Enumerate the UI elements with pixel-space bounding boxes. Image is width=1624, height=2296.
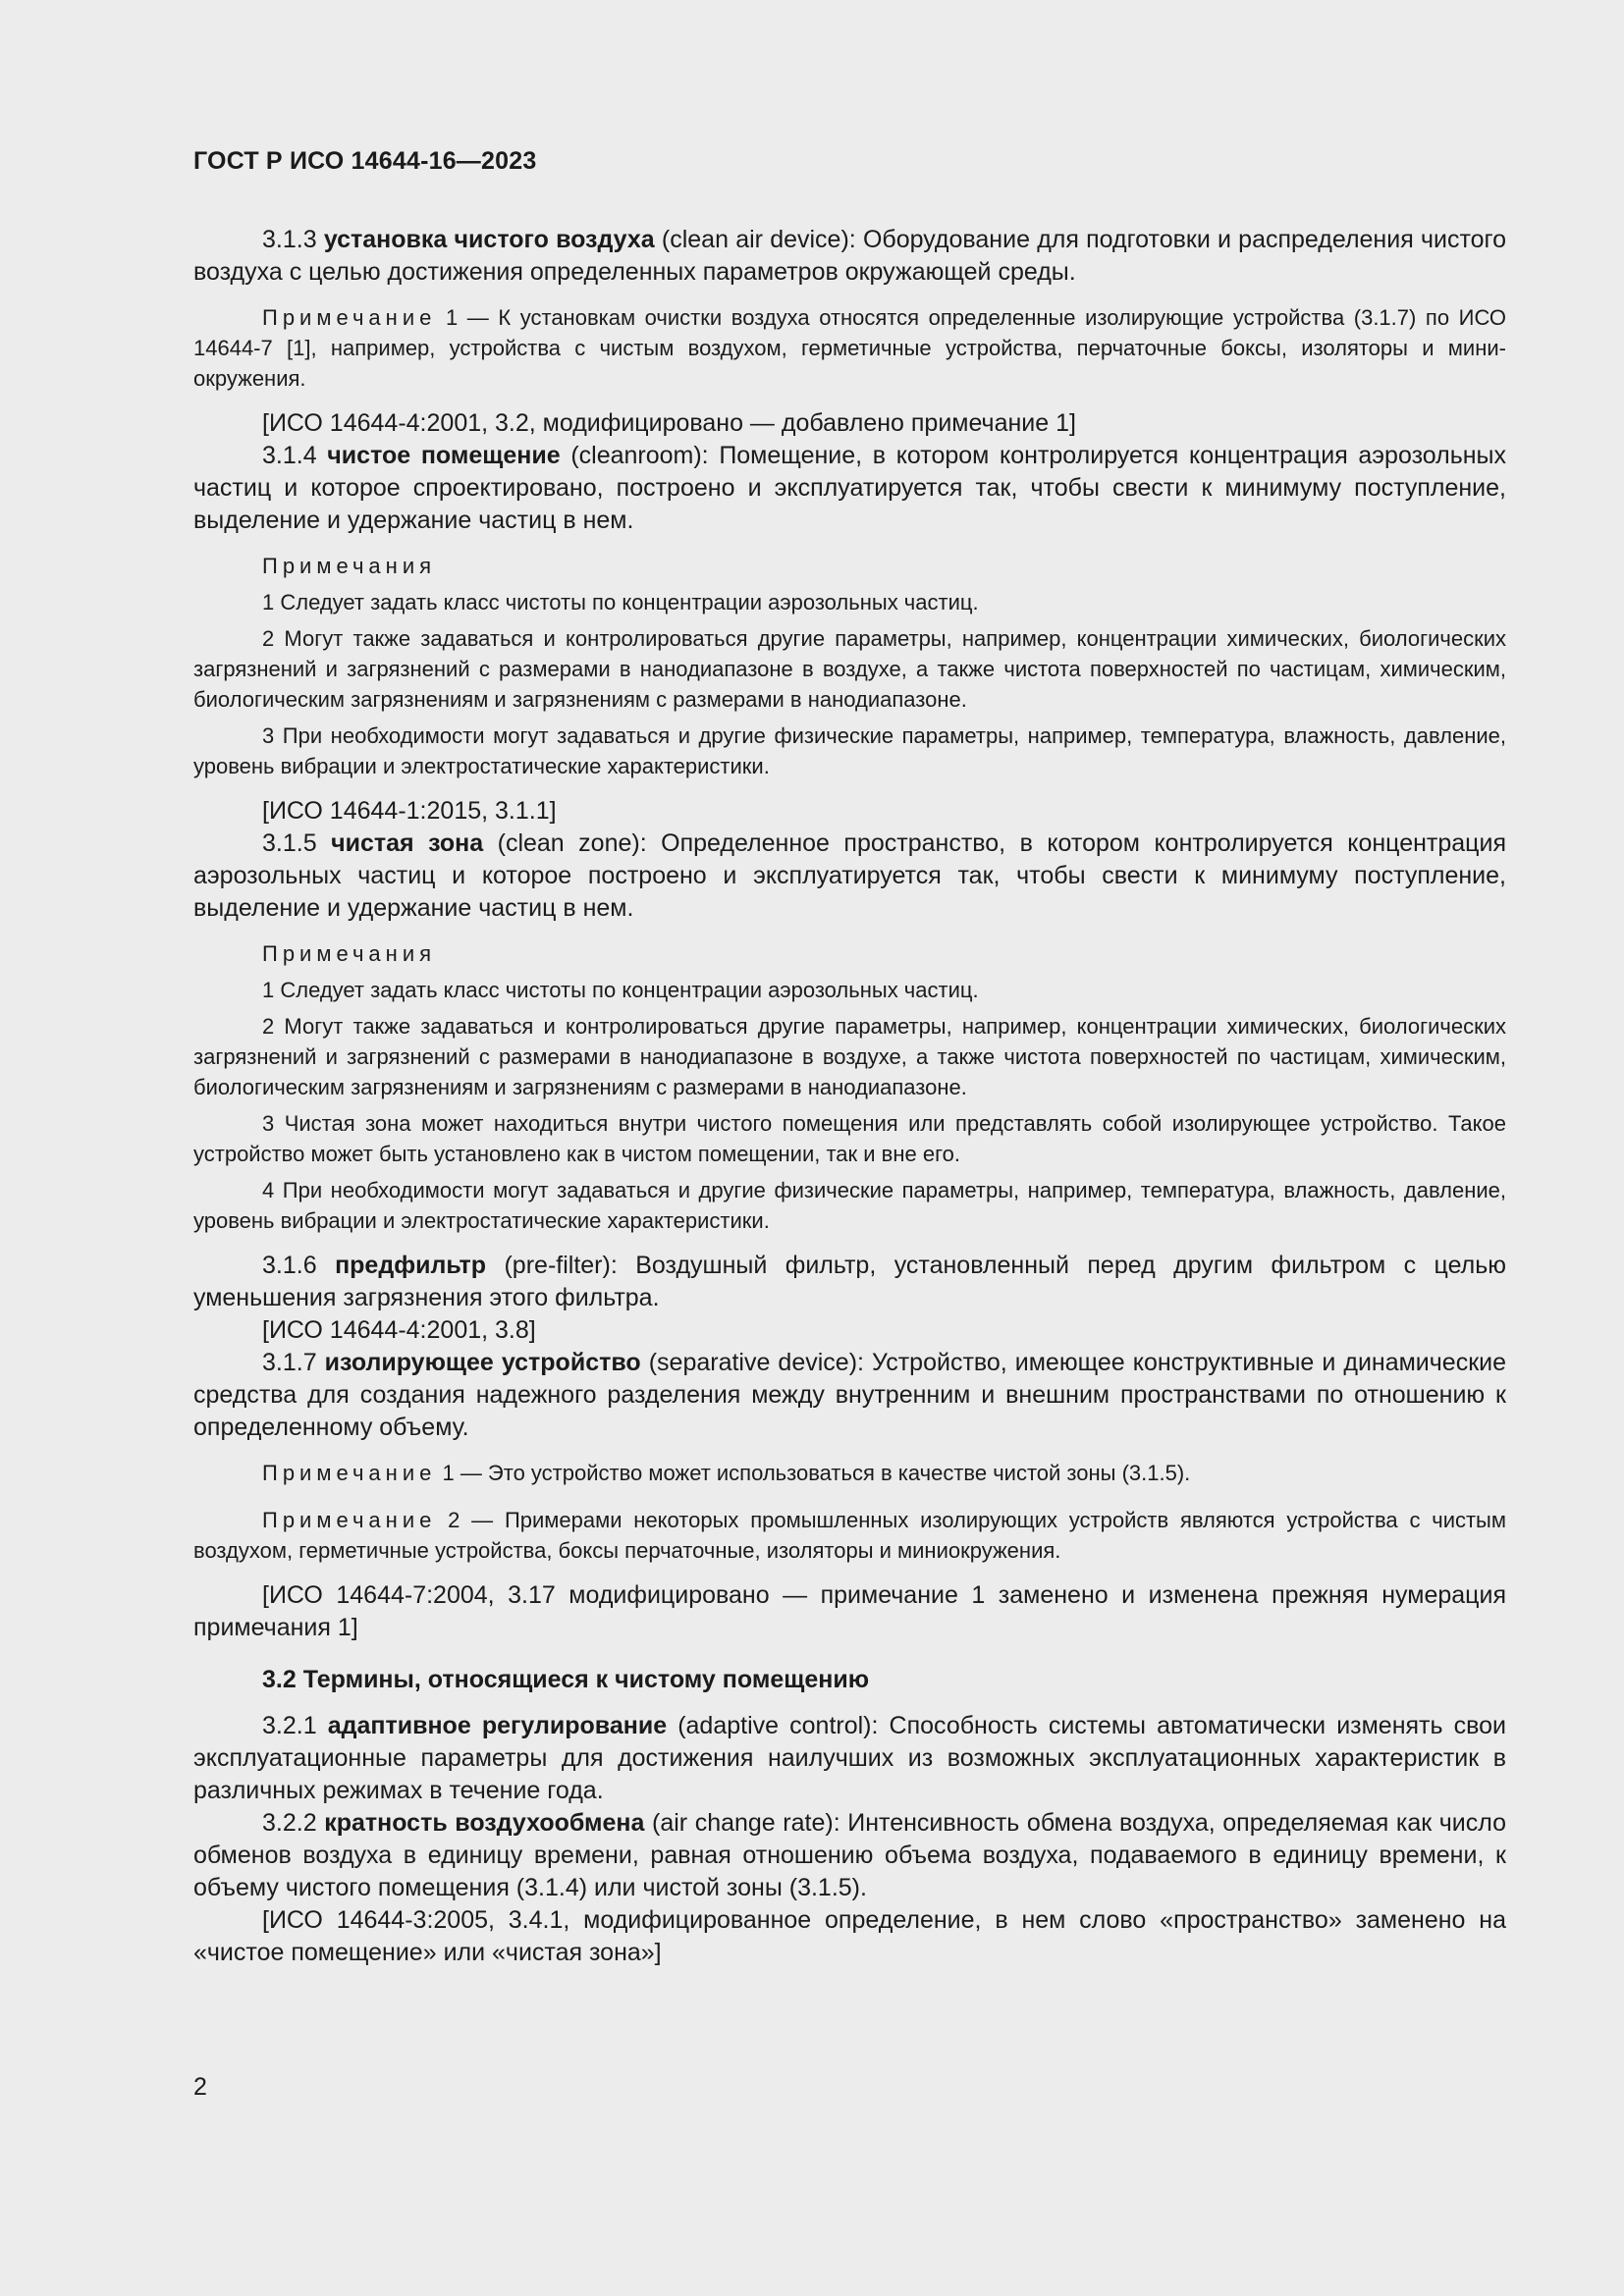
term-number: 3.1.7 (262, 1349, 317, 1376)
term-definition: Определенное пространство, в котором контролируется концентрация аэрозольных частиц и которое построено и эксплуатируется так, чтобы свести к минимуму поступление, выделение и удержание частиц в нем. (193, 829, 1506, 922)
note-item: 3 Чистая зона может находиться внутри чистого помещения или представлять собой изолирующее устройство. Такое устройство может быть установлено как в чистом помещении, так и вне его. (193, 1111, 1506, 1166)
term-3-1-3 (193, 224, 1506, 289)
term-name: чистая зона (331, 829, 484, 857)
note-text: 1 — К установкам очистки воздуха относятся определенные изолирующие устройства (3.1.7) по ИСО 14644-7 [1], например, устройства с чистым воздухом, герметичные устройства, перчаточные боксы, изоляторы и мини-окружения. (193, 305, 1506, 391)
term-number: 3.1.4 (262, 442, 317, 469)
term-english: (clean air device): (661, 226, 856, 253)
note-3-1-3 (193, 302, 1506, 394)
term-name: кратность воздухообмена (324, 1809, 645, 1837)
section-heading-3-2: 3.2 Термины, относящиеся к чистому помещению (262, 1666, 870, 1693)
term-definition: Помещение, в котором контролируется концентрация аэрозольных частиц и которое спроектировано, построено и эксплуатируется так, чтобы свести к минимуму поступление, выделение и удержание частиц в нем. (193, 442, 1507, 534)
term-3-1-4 (193, 440, 1506, 537)
term-number: 3.1.6 (262, 1252, 317, 1279)
note-item: 1 Следует задать класс чистоты по концентрации аэрозольных частиц. (262, 590, 979, 614)
term-3-2-2 (193, 1807, 1506, 1904)
note-text: 1 — Это устройство может использоваться в качестве чистой зоны (3.1.5). (442, 1461, 1191, 1485)
term-definition: Оборудование для подготовки и распределения чистого воздуха с целью достижения определенных параметров окружающей среды. (193, 226, 1506, 286)
reference-3-1-7: [ИСО 14644-7:2004, 3.17 модифицировано — примечание 1 заменено и изменена прежняя нумерация примечания 1] (193, 1581, 1506, 1641)
note-text: 2 — Примерами некоторых промышленных изолирующих устройств являются устройства с чистым воздухом, герметичные устройства, боксы перчаточные, изоляторы и миниокружения. (193, 1508, 1506, 1563)
reference-3-2-2: [ИСО 14644-3:2005, 3.4.1, модифицированное определение, в нем слово «пространство» заменено на «чистое помещение» или «чистая зона»] (193, 1906, 1506, 1966)
term-number: 3.2.2 (262, 1809, 317, 1837)
page-number: 2 (193, 2073, 207, 2101)
note-label: Примечание (262, 1461, 437, 1485)
term-definition: Устройство, имеющее конструктивные и динамические средства для создания надежного разделения между внутренним и внешним пространствами по отношению к определенному объему. (193, 1349, 1507, 1441)
term-name: изолирующее устройство (324, 1349, 641, 1376)
term-3-1-6 (193, 1250, 1506, 1314)
document-body (193, 224, 1506, 1969)
term-definition: Интенсивность обмена воздуха, определяемая как число обменов воздуха в единицу времени, равная отношению объема воздуха, подаваемого в единицу времени, к объему чистого помещения (3.1.4) или чистой зоны (3.1.5). (193, 1809, 1507, 1901)
term-number: 3.1.3 (262, 226, 317, 253)
note-item: 2 Могут также задаваться и контролироваться другие параметры, например, концентрации химических, биологических загрязнений и загрязнений с размерами в нанодиапазоне в воздухе, а также чистота поверхностей по частицам, химическим, биологическим загрязнениям и загрязнениям с размерами в нанодиапазоне. (193, 626, 1506, 712)
term-name: чистое помещение (327, 442, 561, 469)
note-3-1-7-2 (193, 1505, 1506, 1566)
term-definition: Воздушный фильтр, установленный перед другим фильтром с целью уменьшения загрязнения этого фильтра. (193, 1252, 1507, 1311)
note-label: Примечание (262, 305, 437, 330)
term-3-1-5 (193, 828, 1506, 925)
reference-3-1-6: [ИСО 14644-4:2001, 3.8] (262, 1316, 536, 1344)
note-3-1-7-1 (193, 1458, 1506, 1488)
term-name: адаптивное регулирование (327, 1712, 668, 1739)
term-name: установка чистого воздуха (323, 226, 655, 253)
term-english: (pre-filter): (504, 1252, 618, 1279)
term-definition: Способность системы автоматически изменять свои эксплуатационные параметры для достижения наилучших из возможных эксплуатационных характеристик в различных режимах в течение года. (193, 1712, 1506, 1804)
notes-heading: Примечания (262, 554, 437, 578)
note-item: 3 При необходимости могут задаваться и другие физические параметры, например, температура, влажность, давление, уровень вибрации и электростатические характеристики. (193, 723, 1506, 778)
term-3-2-1 (193, 1710, 1506, 1807)
note-item: 2 Могут также задаваться и контролироваться другие параметры, например, концентрации химических, биологических загрязнений и загрязнений с размерами в нанодиапазоне в воздухе, а также чистота поверхностей по частицам, химическим, биологическим загрязнениям и загрязнениям с размерами в нанодиапазоне. (193, 1014, 1506, 1099)
term-english: (air change rate): (652, 1809, 840, 1837)
note-item: 4 При необходимости могут задаваться и другие физические параметры, например, температура, влажность, давление, уровень вибрации и электростатические характеристики. (193, 1178, 1506, 1233)
note-label: Примечание (262, 1508, 437, 1532)
term-english: (cleanroom): (570, 442, 709, 469)
term-number: 3.1.5 (262, 829, 317, 857)
note-item: 1 Следует задать класс чистоты по концентрации аэрозольных частиц. (262, 978, 979, 1002)
notes-heading: Примечания (262, 941, 437, 966)
term-3-1-7 (193, 1347, 1506, 1444)
term-english: (adaptive control): (677, 1712, 879, 1739)
reference-3-1-4: [ИСО 14644-1:2015, 3.1.1] (262, 797, 557, 825)
term-english: (separative device): (648, 1349, 864, 1376)
reference-3-1-3: [ИСО 14644-4:2001, 3.2, модифицировано — добавлено примечание 1] (262, 409, 1076, 437)
term-number: 3.2.1 (262, 1712, 317, 1739)
document-header: ГОСТ Р ИСО 14644-16—2023 (193, 147, 537, 175)
term-name: предфильтр (335, 1252, 487, 1279)
term-english: (clean zone): (497, 829, 647, 857)
